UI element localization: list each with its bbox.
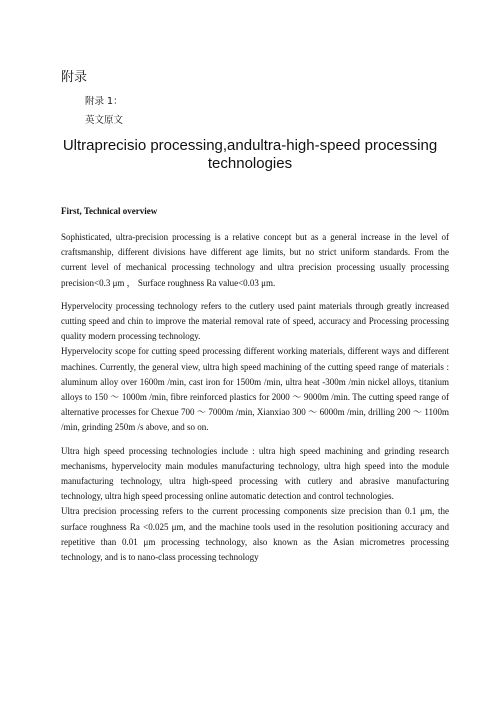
section-heading: First, Technical overview (61, 206, 158, 216)
appendix-1-label: 附录 1： (85, 96, 123, 107)
body-text (61, 230, 449, 565)
original-text-label: 英文原文 (85, 115, 124, 126)
paragraph: Ultra precision processing refers to the current processing components size precision than 0.1 μm, the surface roughness Ra <0.025 μm, and the machine tools used in the resolution positioning accuracy and repetitive than 0.01 μm processing technology, also known as the Asian micrometres processing technology, and is to nano-class processing technology (61, 506, 449, 563)
paragraph: Hypervelocity scope for cutting speed processing different working materials, different ways and different machines. Currently, the general view, ultra high speed machining of the cutting speed range of materials : aluminum alloy over 1600m /min, cast iron for 1500m /min, ultra heat -300m /min nickel alloys, titanium alloys to 150 ～ 1000m /min, fibre reinforced plastics for 2000 ～ 9000m /min. The cutting speed range of alternative processes for Chexue 700 ～ 7000m /min, Xianxiao 300 ～ 6000m /min, drilling 200 ～ 1100m /min, grinding 250m /s above, and so on. (61, 346, 449, 433)
document-title: Ultraprecisio processing,andultra-high-speed processing technologies (62, 137, 438, 172)
paragraph: Ultra high speed processing technologies include : ultra high speed machining and grinding research mechanisms, hypervelocity main modules manufacturing technology, ultra high speed into the module manufacturing technology, ultra high-speed processing with cutlery and abrasive manufacturing technology, ultra high speed processing online automatic detection and control technologies. (61, 445, 449, 502)
appendix-heading: 附录 (61, 70, 88, 85)
paragraph: Sophisticated, ultra-precision processing is a relative concept but as a general increase in the level of craftsmanship, different divisions have different age limits, but no strict uniform standards. From the current level of mechanical processing technology and ultra precision processing usually processing precision<0.3 μm ， Surface roughness Ra value<0.03 μm. (61, 232, 449, 288)
paragraph: Hypervelocity processing technology refers to the cutlery used paint materials through greatly increased cutting speed and chin to improve the material removal rate of speed, accuracy and Processing processing quality modern processing technology. (61, 300, 449, 342)
